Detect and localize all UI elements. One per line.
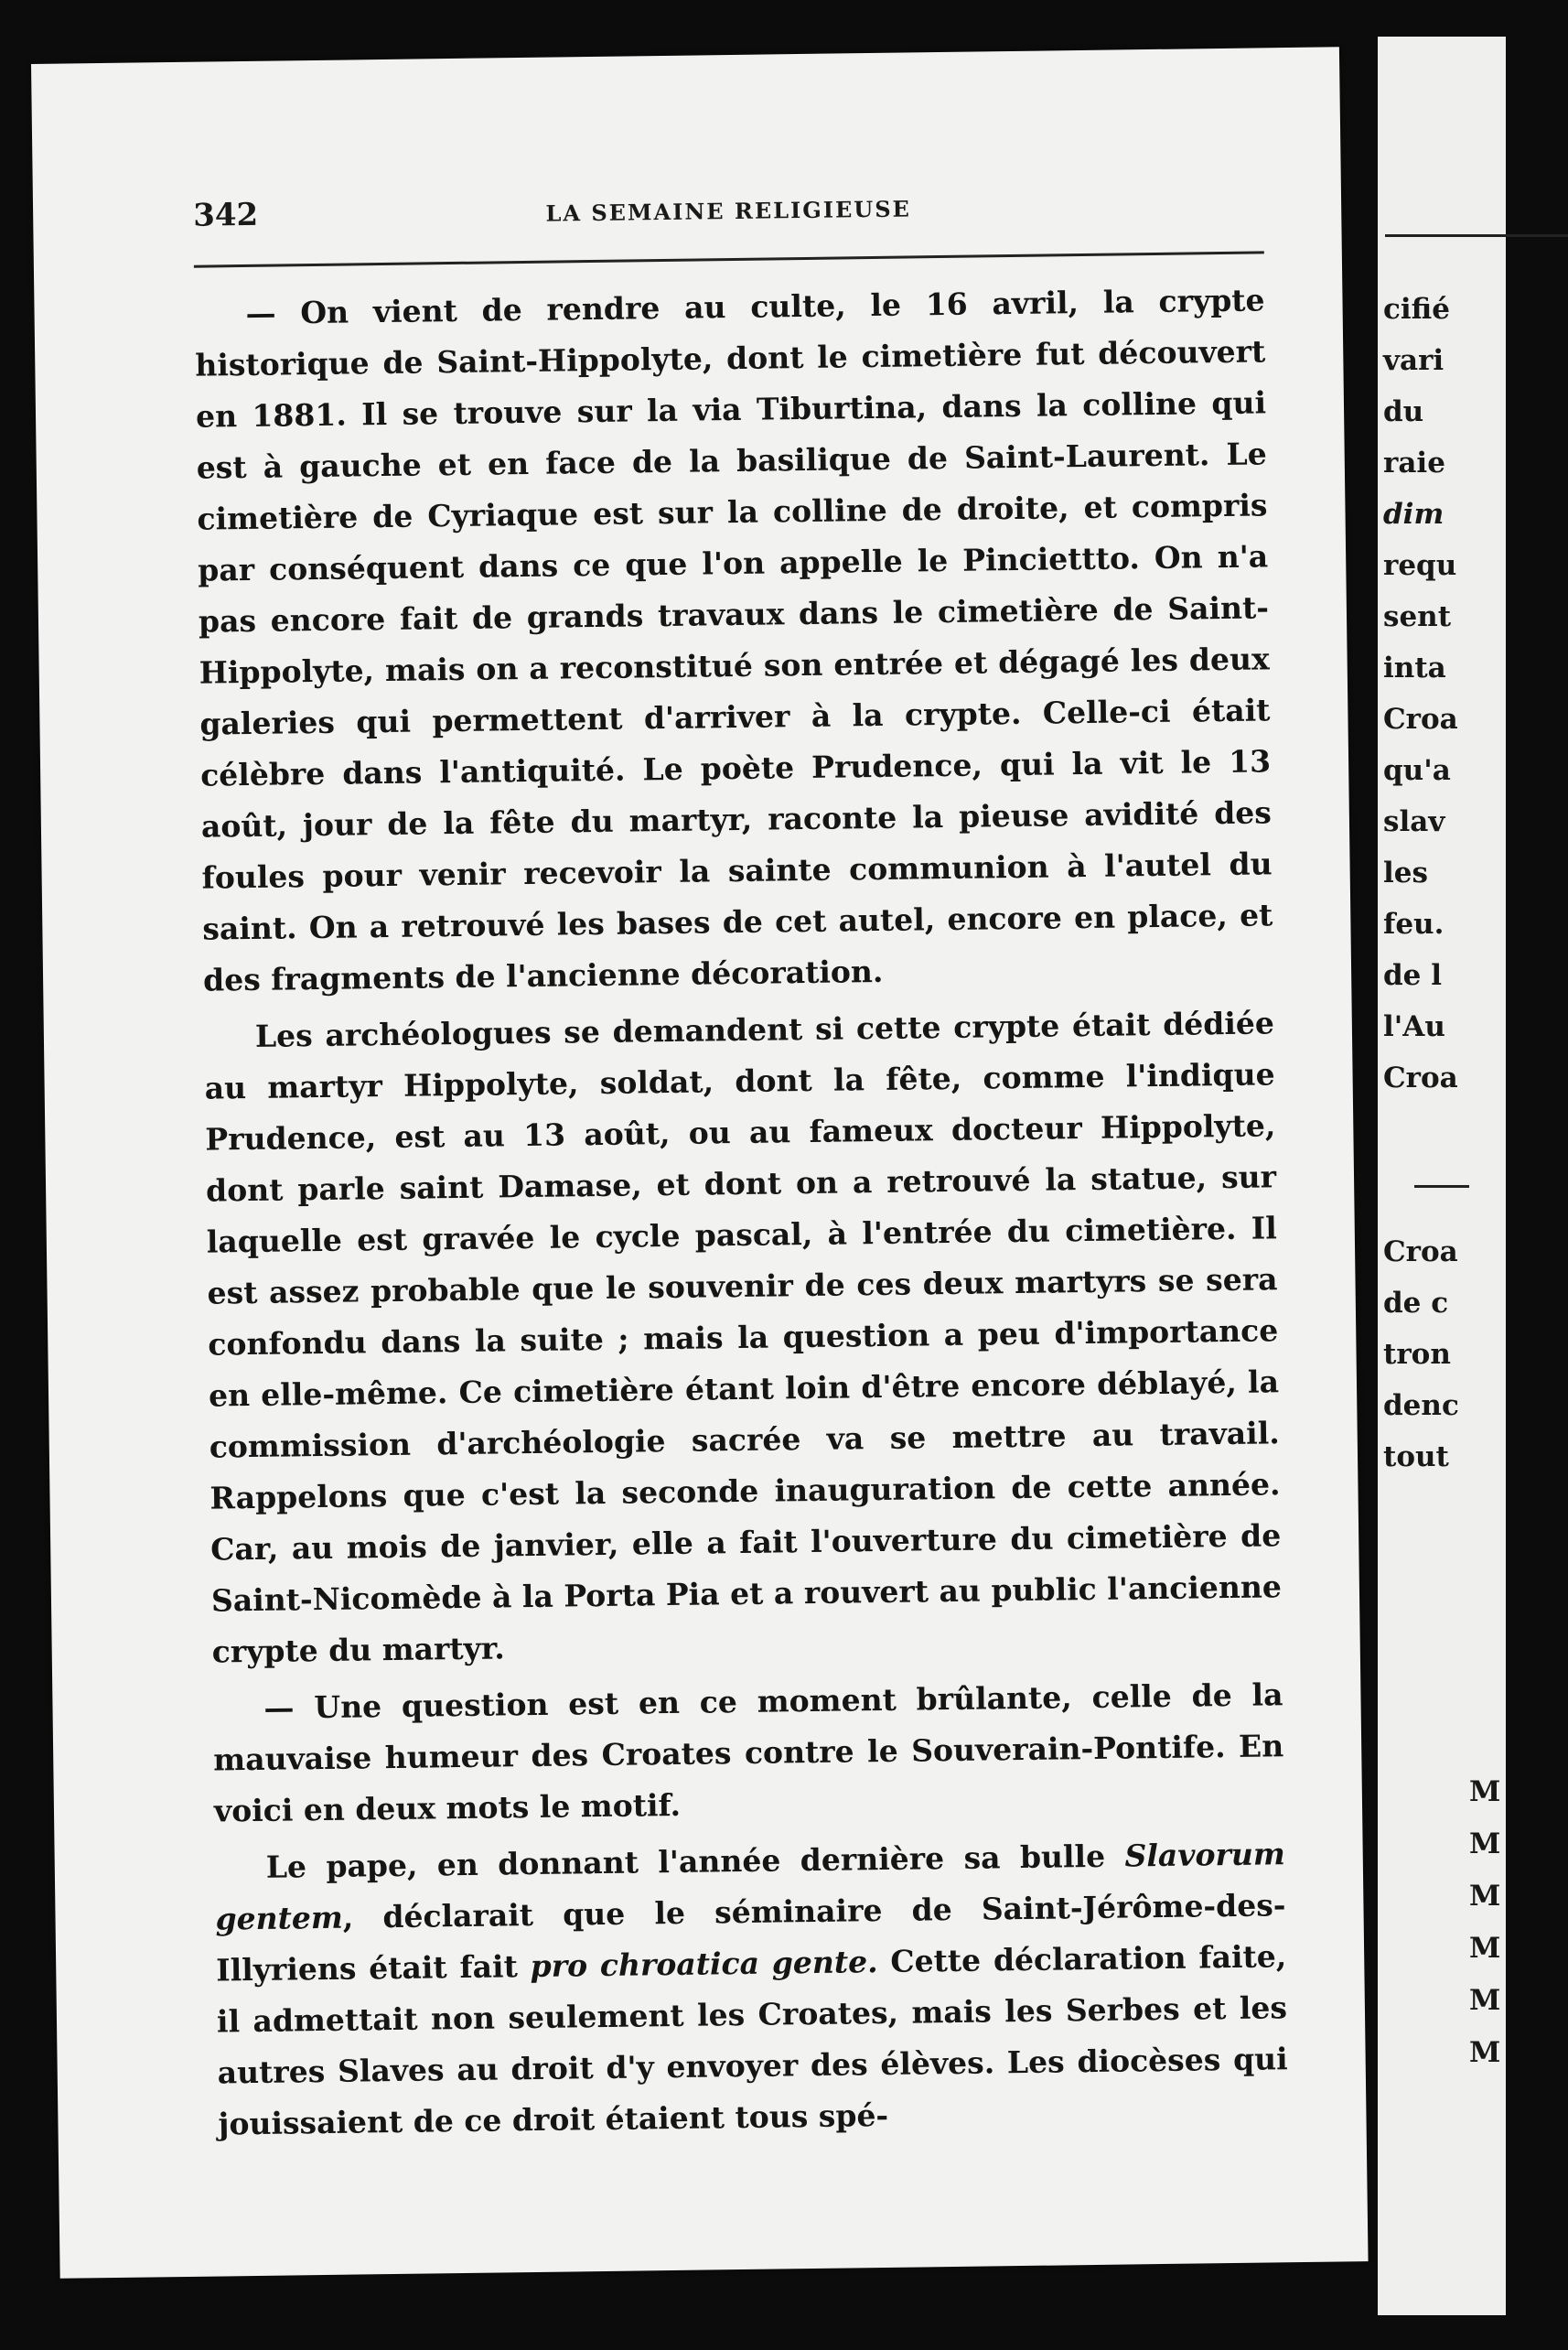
page-number: 342 bbox=[192, 196, 259, 234]
fragment-line: requ bbox=[1383, 549, 1457, 582]
fragment-line: dim bbox=[1383, 498, 1444, 531]
paragraph-text: — On vient de rendre au culte, le 16 avril, la crypte historique de Saint-Hippolyte, dont le cimetière fut découvert en 1881. Il se trouve sur la via Tiburtina, dans la colline qui est à gauche et en face de la basilique de Saint-Laurent. Le cimetière de Cyriaque est sur la colline de droite, et compris par conséquent dans ce que l'on appelle le Pinciettto. On n'a pas encore fait de grands travaux dans le cimetière de Saint-Hippolyte, mais on a reconstitué son entrée et dégagé les deux galeries qui permettent d'arriver à la crypte. Celle-ci était célèbre dans l'antiquité. Le poète Prudence, qui la vit le 13 août, jour de la fête du martyr, raconte la pieuse avidité des foules pour venir recevoir la sainte communion à l'autel du saint. On a retrouvé les bases de cet autel, encore en place, et des fragments de l'ancienne décoration. bbox=[195, 282, 1273, 998]
fragment-line: raie bbox=[1383, 447, 1445, 480]
paragraph-text: , déclarait que le séminaire de Saint-Jérôme-des-Illyriens était fait bbox=[216, 1887, 1286, 1989]
paragraph-text: Cette déclaration faite, il admettait non seulement les Croates, mais les Serbes et les autres Slaves au droit d'y envoyer des élèves. Les diocèses qui jouissaient de ce droit étaient tous spé- bbox=[216, 1938, 1288, 2142]
fragment-line: M bbox=[1469, 1880, 1501, 1913]
right-column-middle bbox=[1383, 1226, 1459, 1482]
fragment-line: Croa bbox=[1383, 1062, 1458, 1094]
fragment-line: denc bbox=[1383, 1389, 1459, 1422]
fragment-line: du bbox=[1383, 395, 1424, 428]
paragraph bbox=[214, 1828, 1288, 2150]
fragment-line: de l bbox=[1383, 959, 1442, 992]
fragment-line: M bbox=[1469, 1775, 1501, 1808]
fragment-line: de c bbox=[1383, 1287, 1449, 1320]
italic-text: Slavorum gentem bbox=[215, 1836, 1285, 1937]
fragment-line: Croa bbox=[1383, 703, 1458, 736]
fragment-line: slav bbox=[1383, 805, 1445, 838]
right-header-rule bbox=[1385, 234, 1568, 237]
paragraph-text: Le pape, en donnant l'année dernière sa bulle bbox=[265, 1838, 1125, 1885]
fragment-line: M bbox=[1469, 1827, 1501, 1860]
fragment-line: vari bbox=[1383, 344, 1444, 377]
right-column-bottom bbox=[1469, 1766, 1500, 2079]
fragment-line: feu. bbox=[1383, 908, 1444, 941]
fragment-line: M bbox=[1469, 1984, 1501, 2017]
italic-text: pro chroatica gente. bbox=[530, 1944, 878, 1985]
paragraph bbox=[204, 997, 1283, 1677]
paragraph-text: Les archéologues se demandent si cette crypte était dédiée au martyr Hippolyte, soldat, dont la fête, comme l'indique Prudence, est au 13 août, ou au fameux docteur Hippolyte, dont parle saint Damase, et dont on a retrouvé la statue, sur laquelle est gravée le cycle pascal, à l'entrée du cimetière. Il est assez probable que le souvenir de ces deux martyrs se sera confondu dans la suite ; mais la question a peu d'importance en elle-même. Ce cimetière étant loin d'être encore déblayé, la commission d'archéologie sacrée va se mettre au travail. Rappelons que c'est la seconde inauguration de cette année. Car, au mois de janvier, elle a fait l'ouverture du cimetière de Saint-Nicomède à la Porta Pia et a rouvert au public l'ancienne crypte du martyr. bbox=[204, 1005, 1283, 1670]
left-page bbox=[31, 47, 1369, 2279]
fragment-line: sent bbox=[1383, 600, 1452, 633]
paragraph bbox=[194, 275, 1273, 1006]
fragment-line: Croa bbox=[1383, 1235, 1458, 1268]
fragment-line: l'Au bbox=[1383, 1010, 1445, 1043]
right-page-fragment bbox=[1378, 37, 1506, 2315]
body-text bbox=[194, 275, 1289, 2155]
fragment-line: M bbox=[1469, 1932, 1501, 1965]
fragment-line: cifié bbox=[1383, 293, 1450, 326]
right-separator-rule bbox=[1414, 1185, 1469, 1188]
paragraph-text: — Une question est en ce moment brûlante, celle de la mauvaise humeur des Croates contre le Souverain-Pontife. En voici en deux mots le motif. bbox=[213, 1676, 1284, 1829]
paragraph bbox=[212, 1669, 1284, 1837]
fragment-line: M bbox=[1469, 2036, 1501, 2069]
fragment-line: tron bbox=[1383, 1338, 1451, 1371]
page-header bbox=[193, 183, 1264, 252]
right-column-top bbox=[1383, 284, 1458, 1104]
fragment-line: tout bbox=[1383, 1440, 1449, 1473]
fragment-line: qu'a bbox=[1383, 754, 1451, 787]
running-title: LA SEMAINE RELIGIEUSE bbox=[545, 195, 912, 227]
fragment-line: les bbox=[1383, 857, 1428, 889]
fragment-line: inta bbox=[1383, 652, 1446, 685]
header-rule bbox=[194, 251, 1264, 267]
